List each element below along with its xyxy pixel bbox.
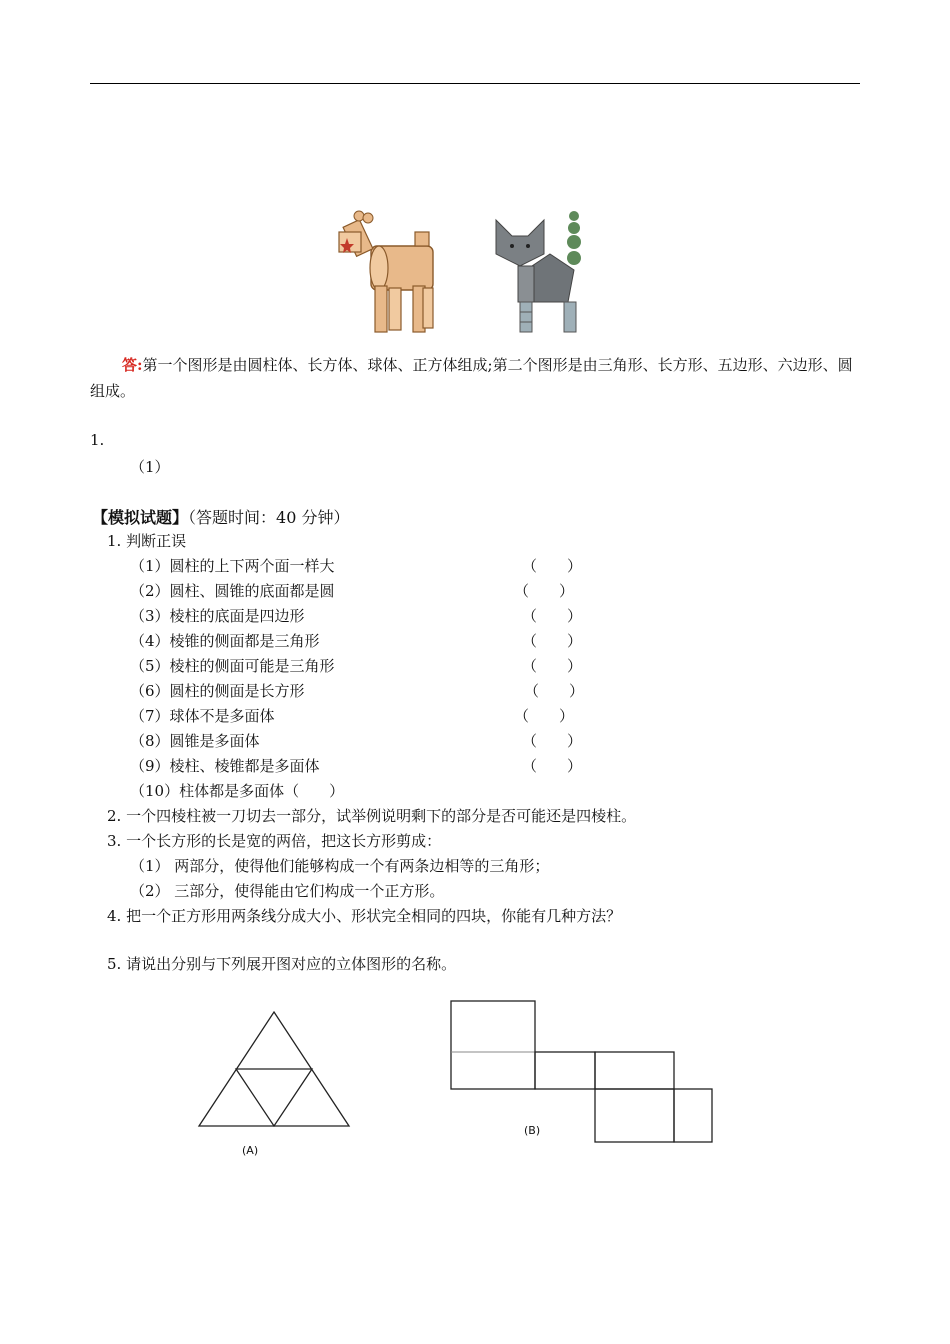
q5-text: 5. 请说出分别与下列展开图对应的立体图形的名称。 [107, 955, 457, 973]
section-title: 【模拟试题】 [92, 508, 189, 527]
section-subtitle: （答题时间：40 分钟） [188, 508, 350, 527]
figure-a-triangle-net [198, 1010, 354, 1130]
wooden-horse-illustration [335, 208, 445, 338]
q1-item: （2）圆柱、圆锥的底面都是圆 [130, 582, 335, 600]
q1-item: （1）圆柱的上下两个面一样大 [130, 557, 335, 575]
answer-blank: （ ） [522, 732, 583, 750]
geometric-cat-illustration [492, 210, 588, 334]
answer-blank: （ ） [522, 657, 583, 675]
q1-item: （4）棱锥的侧面都是三角形 [130, 632, 320, 650]
answer-blank: （ ） [514, 707, 575, 725]
section-heading [92, 505, 349, 528]
figure-a-label: (A) [242, 1144, 259, 1157]
answer-blank: （ ） [522, 557, 583, 575]
q1-item: （5）棱柱的侧面可能是三角形 [130, 657, 335, 675]
q3-title: 3. 一个长方形的长是宽的两倍，把这长方形剪成： [107, 832, 442, 850]
q1-title: 1. 判断正误 [107, 532, 187, 550]
figure-b-box-net [448, 998, 716, 1148]
stray-subitem: （1） [130, 458, 170, 476]
q1-item: （10）柱体都是多面体（ ） [130, 782, 345, 800]
q1-item: （9）棱柱、棱锥都是多面体 [130, 757, 320, 775]
answer-blank: （ ） [522, 607, 583, 625]
header-rule [90, 83, 860, 84]
q3-part-1: （1） 两部分，使得他们能够构成一个有两条边相等的三角形； [130, 857, 550, 875]
q1-item: （3）棱柱的底面是四边形 [130, 607, 305, 625]
answer-blank: （ ） [522, 632, 583, 650]
answer-paragraph [90, 352, 862, 404]
answer-blank: （ ） [522, 757, 583, 775]
stray-number: 1. [90, 431, 105, 449]
answer-text: 第一个图形是由圆柱体、长方体、球体、正方体组成;第二个图形是由三角形、长方形、五边形、六边形、圆组成。 [90, 356, 853, 400]
q2-text: 2. 一个四棱柱被一刀切去一部分，试举例说明剩下的部分是否可能还是四棱柱。 [107, 807, 637, 825]
figure-b-label: (B) [524, 1124, 541, 1137]
answer-blank: （ ） [514, 582, 575, 600]
q4-text: 4. 把一个正方形用两条线分成大小、形状完全相同的四块，你能有几种方法？ [107, 907, 622, 925]
answer-blank: （ ） [524, 682, 585, 700]
q1-item: （7）球体不是多面体 [130, 707, 275, 725]
q1-item: （6）圆柱的侧面是长方形 [130, 682, 305, 700]
answer-label: 答: [122, 356, 143, 374]
q1-item: （8）圆锥是多面体 [130, 732, 260, 750]
q3-part-2: （2） 三部分，使得能由它们构成一个正方形。 [130, 882, 445, 900]
